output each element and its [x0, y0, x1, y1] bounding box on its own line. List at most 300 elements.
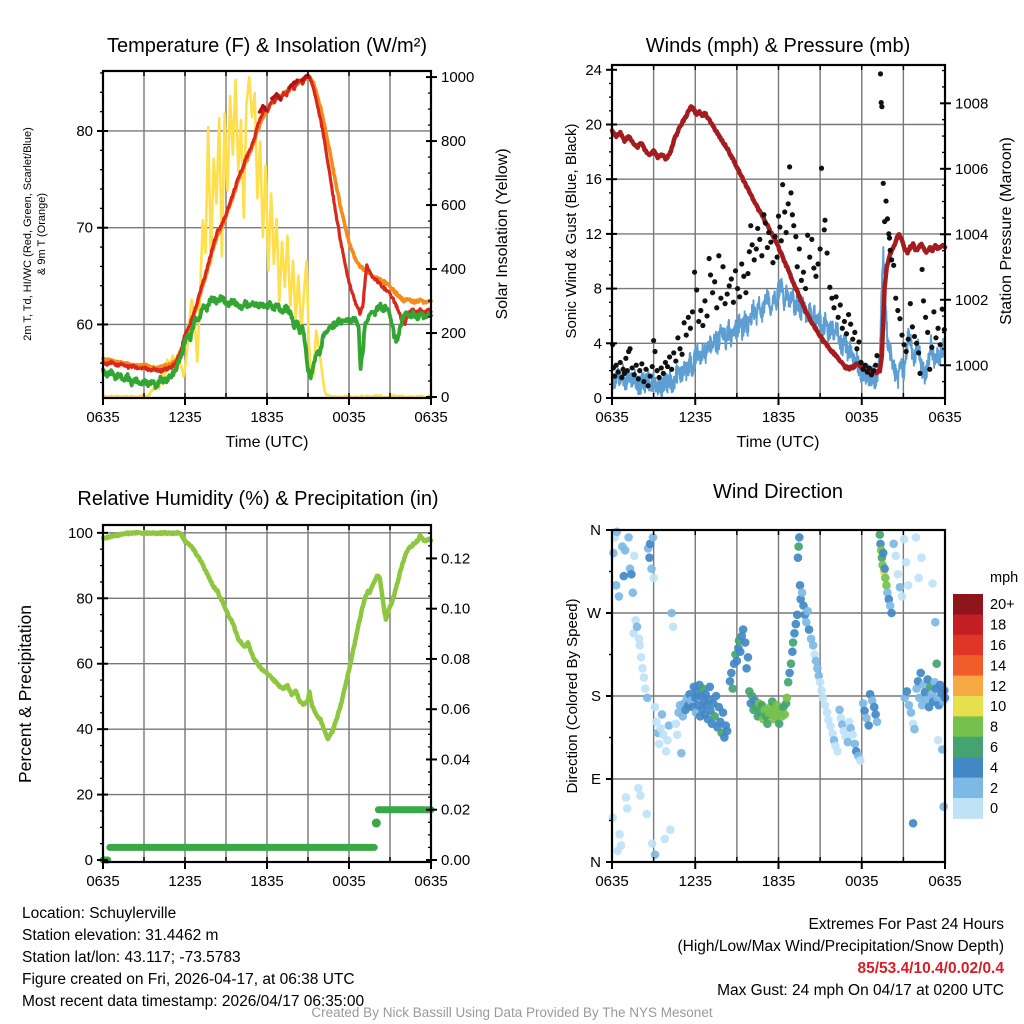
- wind-gusts-dot: [639, 361, 644, 366]
- wind-gusts-dot: [704, 313, 709, 318]
- x-tick-label: 0635: [86, 873, 120, 890]
- wind-dir-dot: [719, 708, 728, 717]
- wind-dir-dot: [615, 830, 624, 839]
- wind-dir-dot: [641, 684, 650, 693]
- wind-dir-dot: [677, 749, 686, 758]
- wind-dir-dot: [651, 703, 660, 712]
- colorbar-band: [953, 737, 983, 758]
- chart2-title: Winds (mph) & Pressure (mb): [645, 35, 911, 57]
- wind-dir-dot: [662, 747, 671, 756]
- wind-dir-dot: [871, 710, 880, 719]
- wind-dir-dot: [649, 574, 658, 583]
- footer-elevation: Station elevation: 31.4462 m: [22, 927, 219, 944]
- wind-dir-dot: [851, 740, 860, 749]
- left-tick-label: 40: [76, 721, 93, 739]
- chart1-x-axis-label: Time (UTC): [225, 434, 309, 451]
- wind-gusts-dot: [714, 305, 719, 310]
- wind-gusts-dot: [720, 264, 725, 269]
- colorbar-tick-label: 14: [990, 658, 1007, 675]
- wind-dir-dot: [909, 819, 918, 828]
- colorbar-band: [953, 655, 983, 676]
- wind-dir-dot: [880, 564, 889, 573]
- colorbar-tick-label: 8: [990, 719, 999, 736]
- wind-gusts-dot: [888, 248, 893, 253]
- right-tick-label: 0.10: [441, 600, 471, 618]
- wind-gusts-dot: [669, 367, 674, 372]
- wind-gusts-dot: [799, 278, 804, 283]
- left-tick-label: 12: [585, 225, 602, 243]
- right-tick-label: 1006: [955, 160, 989, 178]
- right-tick-label: 1000: [441, 69, 475, 87]
- wind-dir-dot: [817, 686, 826, 695]
- wind-gusts-dot: [737, 294, 742, 299]
- wind-dir-dot: [783, 694, 792, 703]
- wind-gusts-dot: [692, 270, 697, 275]
- credit-line: Created By Nick Bassill Using Data Provided By The NYS Mesonet: [311, 1005, 713, 1020]
- wind-gusts-dot: [906, 337, 911, 342]
- wind-gusts-dot: [645, 383, 650, 388]
- wind-dir-dot: [859, 699, 868, 708]
- wind-dir-dot: [624, 533, 633, 542]
- colorbar-tick-label: 0: [990, 801, 999, 818]
- wind-dir-dot: [910, 725, 919, 734]
- right-tick-label: 0.04: [441, 751, 471, 769]
- left-tick-label: 20: [76, 786, 93, 804]
- wind-gusts-dot: [757, 237, 762, 242]
- x-tick-label: 0635: [595, 873, 629, 890]
- left-tick-label: 8: [593, 280, 602, 298]
- wind-gusts-dot: [659, 365, 664, 370]
- wind-gusts-dot: [920, 267, 925, 272]
- wind-gusts-dot: [768, 239, 773, 244]
- right-tick-label: 1008: [955, 95, 989, 113]
- wind-gusts-dot: [690, 309, 695, 314]
- wind-gusts-dot: [636, 376, 641, 381]
- x-tick-label: 1835: [761, 409, 796, 426]
- wind-dir-dot: [907, 708, 916, 717]
- wind-gusts-dot: [696, 319, 701, 324]
- wind-gusts-dot: [827, 285, 832, 290]
- wind-dir-dot: [736, 647, 745, 656]
- wind-gusts-dot: [840, 326, 845, 331]
- wind-dir-dot: [860, 706, 869, 715]
- wind-dir-dot: [812, 657, 821, 666]
- wind-gusts-dot: [623, 356, 628, 361]
- wind-gusts-dot: [727, 283, 732, 288]
- right-tick-label: 200: [441, 325, 467, 343]
- wind-gusts-dot: [842, 319, 847, 324]
- wind-gusts-dot: [917, 371, 922, 376]
- wind-gusts-dot: [770, 260, 775, 265]
- wind-gusts-dot: [923, 315, 928, 320]
- wind-gusts-dot: [710, 290, 715, 295]
- wind-gusts-dot: [846, 312, 851, 317]
- right-tick-label: 1000: [955, 357, 989, 375]
- colorbar-band: [953, 676, 983, 697]
- wind-gusts-dot: [921, 298, 926, 303]
- left-tick-label: 100: [67, 524, 93, 542]
- wind-dir-dot: [833, 747, 842, 756]
- footer-created: Figure created on Fri, 2026-04-17, at 06:38 UTC: [22, 971, 355, 988]
- wind-dir-dot: [862, 714, 871, 723]
- wind-dir-dot: [864, 721, 873, 730]
- wind-dir-dot: [939, 802, 948, 811]
- wind-gusts-dot: [673, 358, 678, 363]
- wind-gusts-dot: [803, 286, 808, 291]
- wind-gusts-dot: [910, 324, 915, 329]
- wind-dir-dot: [790, 629, 799, 638]
- chart1-left-axis-label-line2: & 9m T (Orange): [36, 192, 48, 276]
- wind-gusts-dot: [776, 214, 781, 219]
- x-tick-label: 1835: [250, 873, 284, 890]
- wind-dir-dot: [784, 678, 793, 687]
- wind-gusts-dot: [805, 233, 810, 238]
- wind-dir-dot: [900, 535, 909, 544]
- wind-dir-dot: [902, 558, 911, 567]
- chart3-title: Relative Humidity (%) & Precipitation (in): [77, 488, 439, 510]
- wind-dir-dot: [848, 730, 857, 739]
- colorbar-tick-label: 20+: [990, 597, 1015, 614]
- wind-dir-dot: [826, 722, 835, 731]
- wind-gusts-dot: [775, 255, 780, 260]
- wind-dir-dot: [712, 692, 721, 701]
- wind-dir-dot: [648, 839, 657, 848]
- wind-gusts-dot: [881, 181, 886, 186]
- wind-gusts-dot: [707, 256, 712, 261]
- wind-gusts-dot: [761, 212, 766, 217]
- chart1-title: Temperature (F) & Insolation (W/m²): [106, 35, 428, 57]
- wind-gusts-dot: [722, 301, 727, 306]
- left-tick-label: 80: [76, 122, 93, 140]
- wind-dir-dot: [643, 694, 652, 703]
- wind-gusts-dot: [790, 212, 795, 217]
- left-tick-label: 60: [76, 316, 93, 334]
- left-tick-label: 16: [585, 171, 602, 189]
- wind-gusts-dot: [651, 338, 656, 343]
- wind-dir-dot: [667, 609, 676, 618]
- wind-gusts-dot: [878, 71, 883, 76]
- wind-gusts-dot: [786, 201, 791, 206]
- wind-gusts-dot: [739, 261, 744, 266]
- wind-gusts-dot: [938, 342, 943, 347]
- wind-gusts-dot: [893, 296, 898, 301]
- wind-dir-dot: [798, 588, 807, 597]
- wind-dir-dot: [795, 533, 804, 542]
- colorbar-tick-label: 6: [990, 740, 999, 756]
- wind-dir-dot: [870, 703, 879, 712]
- wind-gusts-dot: [733, 268, 738, 273]
- x-tick-label: 0635: [86, 409, 120, 426]
- wind-gusts-dot: [686, 315, 691, 320]
- x-tick-label: 0635: [928, 409, 962, 426]
- wind-gusts-dot: [897, 316, 902, 321]
- wind-dir-dot: [805, 625, 814, 634]
- wind-gusts-dot: [718, 296, 723, 301]
- wind-gusts-dot: [679, 352, 684, 357]
- left-tick-label: 0: [84, 852, 93, 870]
- wind-gusts-dot: [895, 308, 900, 313]
- wind-gusts-dot: [850, 337, 855, 342]
- wind-dir-dot: [780, 710, 789, 719]
- wind-dir-dot: [633, 623, 642, 632]
- chart1-right-axis-label: Solar Insolation (Yellow): [494, 148, 511, 320]
- wind-gusts-dot: [899, 332, 904, 337]
- wind-dir-dot: [932, 659, 941, 668]
- wind-dir-dot: [789, 638, 798, 647]
- wind-gusts-dot: [912, 334, 917, 339]
- extremes-subtitle: (High/Low/Max Wind/Precipitation/Snow Depth): [677, 938, 1004, 955]
- wind-gusts-dot: [729, 276, 734, 281]
- wind-gusts-dot: [904, 349, 909, 354]
- wind-dir-dot: [727, 669, 736, 678]
- wind-gusts-dot: [927, 367, 932, 372]
- wind-gusts-dot: [657, 375, 662, 380]
- wind-dir-dot: [615, 592, 624, 601]
- wind-dir-dot: [882, 581, 891, 590]
- wind-gusts-dot: [750, 242, 755, 247]
- wind-gusts-dot: [931, 309, 936, 314]
- colorbar-tick-label: 10: [990, 699, 1007, 716]
- wind-dir-dot: [647, 564, 656, 573]
- wind-gusts-dot: [652, 349, 657, 354]
- wind-dir-dot: [673, 730, 682, 739]
- wind-gusts-dot: [836, 315, 841, 320]
- wind-dir-dot: [655, 740, 664, 749]
- colorbar-band: [953, 635, 983, 656]
- wind-gusts-dot: [759, 253, 764, 258]
- max-gust-text: Max Gust: 24 mph On 04/17 at 0200 UTC: [717, 982, 1004, 999]
- wind-dir-dot: [642, 810, 651, 819]
- wind-gusts-dot: [735, 286, 740, 291]
- wind-dir-dot: [613, 528, 622, 537]
- footer-location: Location: Schuylerville: [22, 905, 177, 922]
- wind-dir-dot: [803, 607, 812, 616]
- chart2-x-axis-label: Time (UTC): [736, 434, 820, 451]
- wind-gusts-dot: [824, 250, 829, 255]
- x-tick-label: 0635: [595, 409, 629, 426]
- wind-gusts-dot: [856, 339, 861, 344]
- wind-dir-dot: [787, 659, 796, 668]
- wind-gusts-dot: [889, 257, 894, 262]
- wind-gusts-dot: [754, 246, 759, 251]
- x-tick-label: 0035: [845, 409, 879, 426]
- colorbar-band: [953, 696, 983, 717]
- colorbar-band: [953, 594, 983, 615]
- wind-gusts-dot: [694, 287, 699, 292]
- wind-gusts-dot: [815, 261, 820, 266]
- colorbar-band: [953, 757, 983, 778]
- right-tick-label: 0.08: [441, 650, 471, 668]
- wind-gusts-dot: [929, 345, 934, 350]
- wind-dir-dot: [894, 570, 903, 579]
- right-tick-label: 800: [441, 133, 467, 151]
- x-tick-label: 1235: [168, 873, 202, 890]
- wind-gusts-dot: [747, 249, 752, 254]
- wind-dir-dot: [660, 835, 669, 844]
- wind-gusts-dot: [667, 354, 672, 359]
- wind-dir-dot: [879, 549, 888, 558]
- wind-dir-dot: [785, 669, 794, 678]
- right-tick-label: 1002: [955, 291, 989, 309]
- wind-dir-dot: [672, 719, 681, 728]
- chart4-left-axis-label: Direction (Colored By Speed): [564, 598, 581, 794]
- wind-gusts-dot: [935, 326, 940, 331]
- wind-gusts-dot: [854, 346, 859, 351]
- wind-dir-dot: [640, 673, 649, 682]
- wind-gusts-dot: [748, 223, 753, 228]
- wind-gusts-dot: [743, 290, 748, 295]
- wind-gusts-dot: [809, 237, 814, 242]
- wind-dir-dot: [794, 542, 803, 551]
- right-tick-label: 400: [441, 261, 467, 279]
- left-tick-label: 80: [76, 590, 93, 608]
- wind-gusts-dot: [637, 368, 642, 373]
- left-tick-label: 70: [76, 219, 93, 237]
- wind-dir-dot: [889, 540, 898, 549]
- chart4-title: Wind Direction: [712, 481, 844, 503]
- wind-gusts-dot: [795, 264, 800, 269]
- wind-dir-dot: [635, 641, 644, 650]
- wind-gusts-dot: [784, 230, 789, 235]
- wind-dir-dot: [891, 552, 900, 561]
- wind-gusts-dot: [914, 341, 919, 346]
- wind-dir-dot: [742, 664, 751, 673]
- wind-dir-dot: [875, 530, 884, 539]
- wind-gusts-dot: [661, 371, 666, 376]
- wind-gusts-dot: [797, 246, 802, 251]
- right-tick-label: 0.02: [441, 801, 471, 819]
- dir-tick-label: E: [590, 771, 601, 788]
- wind-dir-dot: [741, 638, 750, 647]
- wind-dir-dot: [609, 549, 618, 558]
- wind-gusts-dot: [752, 257, 757, 262]
- wind-dir-dot: [623, 804, 632, 813]
- wind-dir-dot: [802, 618, 811, 627]
- wind-gusts-dot: [675, 335, 680, 340]
- colorbar-tick-label: 18: [990, 617, 1007, 634]
- wind-gusts-dot: [745, 271, 750, 276]
- wind-dir-dot: [928, 579, 937, 588]
- wind-gusts-dot: [925, 330, 930, 335]
- wind-gusts-dot: [643, 367, 648, 372]
- wind-gusts-dot: [725, 291, 730, 296]
- wind-gusts-dot: [871, 368, 876, 373]
- dir-tick-label: S: [590, 688, 601, 705]
- x-tick-label: 1235: [678, 873, 712, 890]
- wind-dir-dot: [931, 618, 940, 627]
- chart2-left-axis-label: Sonic Wind & Gust (Blue, Black): [563, 123, 580, 339]
- wind-gusts-dot: [908, 301, 913, 306]
- wind-dir-dot: [934, 736, 943, 745]
- wind-dir-dot: [638, 664, 647, 673]
- wind-gusts-dot: [698, 308, 703, 313]
- left-tick-label: 4: [593, 335, 602, 353]
- wind-gusts-dot: [844, 331, 849, 336]
- wind-gusts-dot: [818, 246, 823, 251]
- wind-dir-dot: [775, 719, 784, 728]
- wind-gusts-dot: [716, 253, 721, 258]
- right-tick-label: 1004: [955, 226, 989, 244]
- wind-dir-dot: [856, 756, 865, 765]
- wind-direction-chart: [587, 522, 962, 890]
- wind-dir-dot: [835, 706, 844, 715]
- wind-dir-dot: [896, 583, 905, 592]
- wind-dir-dot: [823, 708, 832, 717]
- chart1-left-axis-label-line1: 2m T, Td, HI/WC (Red, Green, Scarlet/Blue): [22, 127, 34, 341]
- dir-tick-label: N: [590, 522, 601, 539]
- temperature-insolation-chart: [76, 69, 474, 426]
- x-tick-label: 0635: [414, 873, 448, 890]
- wind-dir-dot: [816, 678, 825, 687]
- speed-colorbar: [953, 594, 1015, 819]
- wind-dir-dot: [726, 677, 735, 686]
- wind-gusts-dot: [788, 190, 793, 195]
- wind-dir-dot: [739, 625, 748, 634]
- wind-dir-dot: [622, 793, 631, 802]
- wind-gusts-dot: [873, 363, 878, 368]
- wind-gusts-dot: [688, 326, 693, 331]
- wind-dir-dot: [881, 574, 890, 583]
- wind-dir-dot: [904, 581, 913, 590]
- colorbar-tick-label: 4: [990, 760, 999, 777]
- wind-dir-dot: [903, 687, 912, 696]
- wind-gusts-dot: [763, 220, 768, 225]
- wind-dir-dot: [612, 581, 621, 590]
- chart3-left-axis-label: Percent & Precipitation: [15, 604, 35, 784]
- wind-gusts-dot: [712, 279, 717, 284]
- x-tick-label: 1835: [761, 873, 796, 890]
- wind-dir-dot: [619, 572, 628, 581]
- wind-gusts-dot: [731, 300, 736, 305]
- wind-gusts-dot: [811, 265, 816, 270]
- precipitation-dot: [372, 819, 381, 828]
- wind-gusts-dot: [682, 320, 687, 325]
- footer-timestamp: Most recent data timestamp: 2026/04/17 06:35:00: [22, 993, 365, 1010]
- x-tick-label: 1235: [168, 409, 202, 426]
- wind-gusts-dot: [848, 322, 853, 327]
- extremes-values: 85/53.4/10.4/0.02/0.4: [857, 960, 1004, 977]
- wind-dir-dot: [637, 653, 646, 662]
- wind-gusts-dot: [625, 368, 630, 373]
- wind-dir-dot: [634, 784, 643, 793]
- left-tick-label: 0: [593, 390, 602, 407]
- wind-gusts-dot: [887, 235, 892, 240]
- wind-dir-dot: [728, 684, 737, 693]
- wind-gusts-dot: [700, 323, 705, 328]
- x-tick-label: 1235: [678, 409, 712, 426]
- wind-dir-dot: [706, 682, 715, 691]
- wind-dir-dot: [629, 588, 638, 597]
- wind-dir-dot: [658, 710, 667, 719]
- wind-dir-dot: [886, 601, 895, 610]
- x-tick-label: 0635: [928, 873, 962, 890]
- wind-gusts-dot: [916, 350, 921, 355]
- x-tick-label: 0035: [845, 873, 879, 890]
- wind-dir-dot: [905, 701, 914, 710]
- right-tick-label: 600: [441, 197, 467, 215]
- wind-gusts-dot: [901, 342, 906, 347]
- wind-gusts-dot: [874, 353, 879, 358]
- wind-dir-dot: [630, 552, 639, 561]
- wind-dir-dot: [821, 701, 830, 710]
- wind-gusts-dot: [684, 332, 689, 337]
- wind-gusts-dot: [616, 369, 621, 374]
- left-tick-label: 20: [585, 116, 602, 134]
- winds-pressure-chart: [585, 62, 988, 426]
- colorbar-tick-label: 16: [990, 638, 1007, 654]
- wind-dir-dot: [887, 609, 896, 618]
- wind-dir-dot: [788, 647, 797, 656]
